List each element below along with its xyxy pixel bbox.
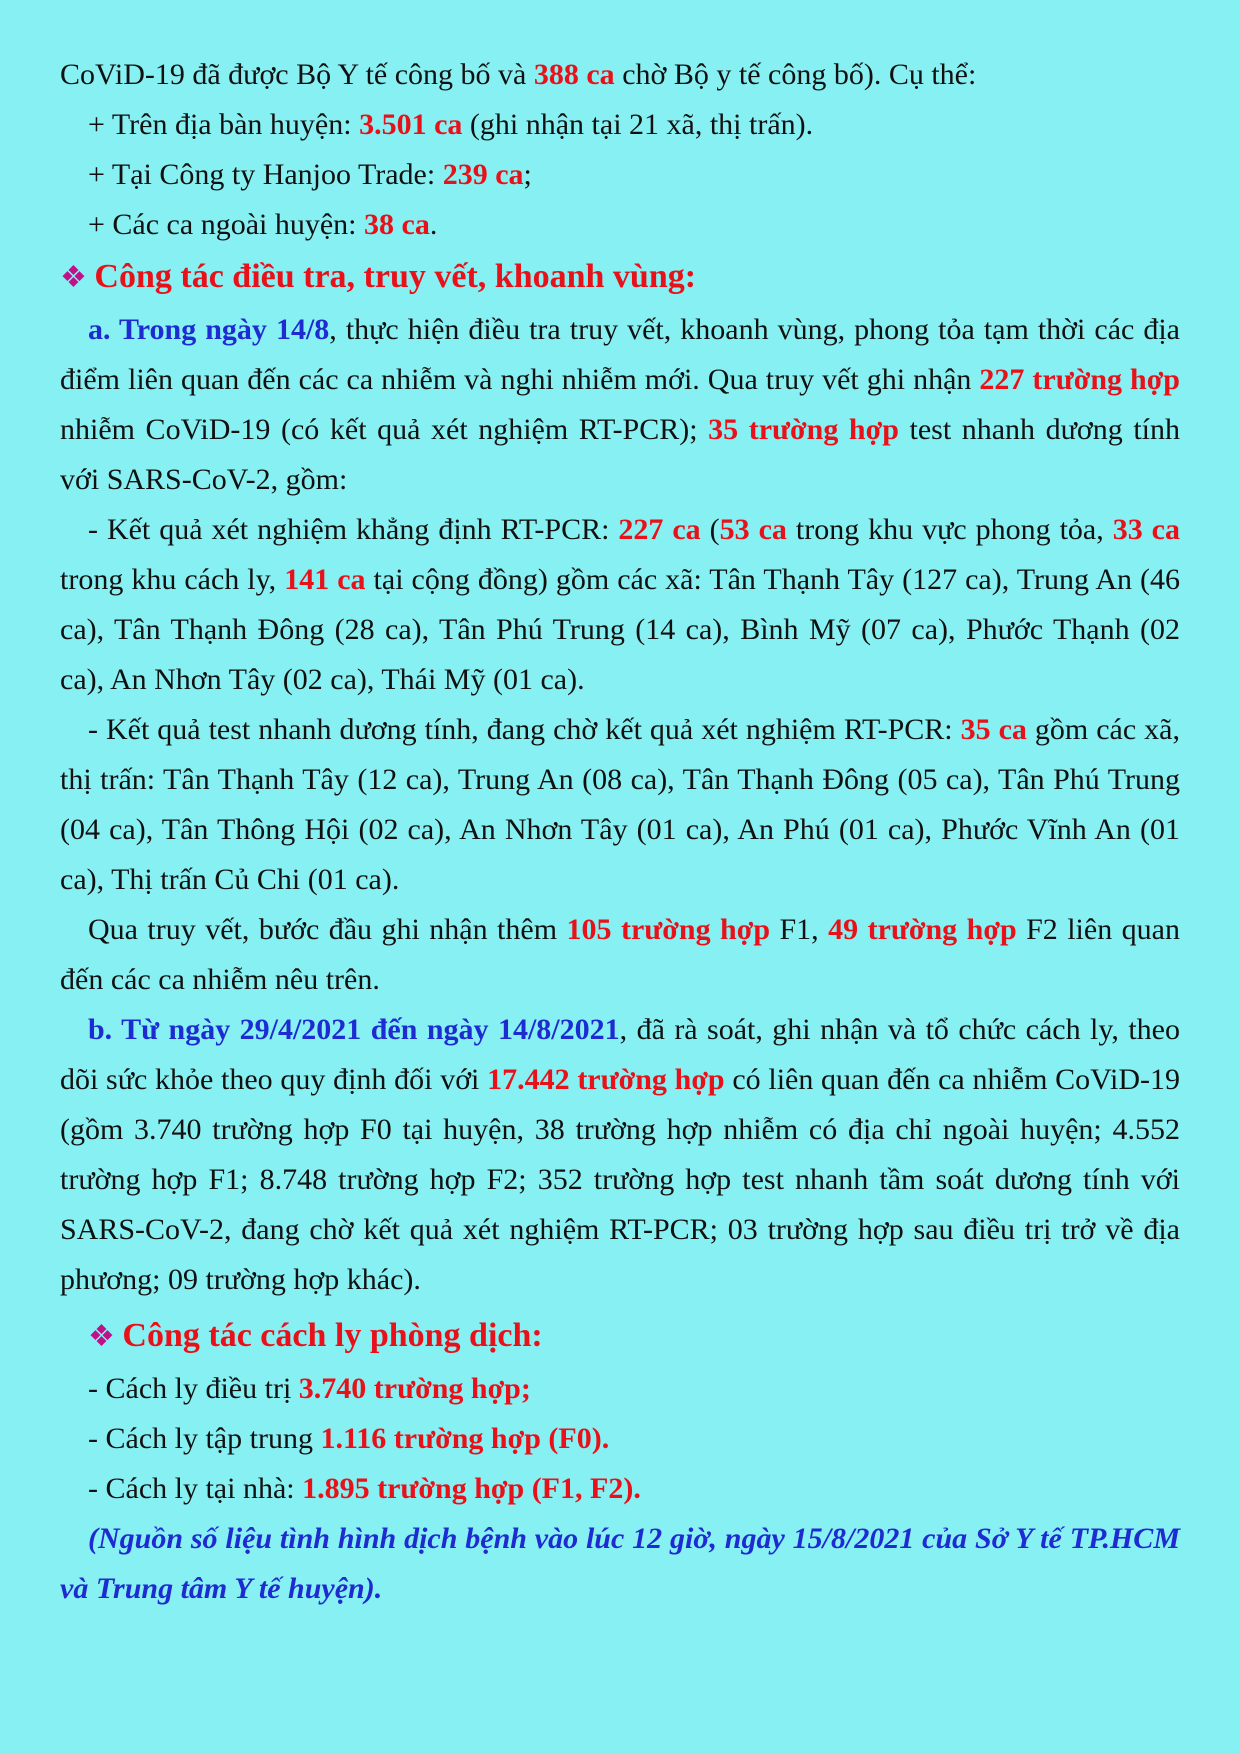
text: Qua truy vết, bước đầu ghi nhận thêm [88,913,567,946]
section-heading-isolation [60,1309,1180,1364]
highlight-number: 388 ca [533,58,615,91]
text: - Cách ly tập trung [88,1422,321,1455]
text: + Các ca ngoài huyện: [88,208,364,241]
diamond-bullet-icon: ❖ [60,261,87,294]
highlight-number: 49 trường hợp [828,913,1017,946]
highlight-number: 35 ca [960,713,1027,746]
text: , đã rà soát, ghi nhận và tổ chức cách ly, theo dõi sức khỏe theo quy định đối với [60,1013,1180,1096]
text: . [429,208,438,241]
text: F1, [770,913,829,946]
highlight-number: 35 trường hợp [708,413,899,446]
highlight-number: 227 ca [618,513,701,546]
text: - Kết quả xét nghiệm khẳng định RT-PCR: [88,513,619,546]
text: , thực hiện điều tra truy vết, khoanh vùng, phong tỏa tạm thời các địa điểm liên quan đến các ca nhiễm và nghi nhiễm mới. Qua truy vết ghi nhận [60,313,1181,396]
breakdown-item [60,100,1180,150]
isolation-item [60,1414,1180,1464]
highlight-number: 33 ca [1112,513,1180,546]
text: ; [523,158,532,191]
text: ( [700,513,720,546]
breakdown-item [60,200,1180,250]
text: F2 liên quan đến các ca nhiễm nêu trên. [60,913,1180,996]
text: có liên quan đến ca nhiễm CoViD-19 (gồm 3.740 trường hợp F0 tại huyện, 38 trường hợp nhiễm có địa chỉ ngoài huyện; 4.552 trường hợp F1; 8.748 trường hợp F2; 352 trường hợp test nhanh tầm soát dương tính với SARS-CoV-2, đang chờ kết quả xét nghiệm RT-PCR; 03 trường hợp sau điều trị trở về địa phương; 09 trường hợp khác). [60,1063,1181,1296]
text: trong khu cách ly, [60,563,285,596]
highlight-number: 1.116 trường hợp (F0). [320,1422,610,1455]
paragraph-label: a. Trong ngày 14/8 [88,313,330,346]
paragraph-a-rtpcr [60,505,1180,705]
section-heading-investigation [60,250,1180,305]
diamond-bullet-icon: ❖ [88,1320,115,1353]
highlight-number: 3.740 trường hợp; [298,1372,531,1405]
intro-line [60,50,1180,100]
text: (ghi nhận tại 21 xã, thị trấn). [462,108,814,141]
text: - Cách ly điều trị [88,1372,299,1405]
highlight-number: 239 ca [442,158,524,191]
highlight-number: 53 ca [719,513,787,546]
text: trong khu vực phong tỏa, [786,513,1113,546]
isolation-item [60,1464,1180,1514]
text: CoViD-19 đã được Bộ Y tế công bố và [60,58,534,91]
text: gồm các xã, thị trấn: Tân Thạnh Tây (12 ca), Trung An (08 ca), Tân Thạnh Đông (05 ca), Tân Phú Trung (04 ca), Tân Thông Hội (02 ca), An Nhơn Tây (01 ca), An Phú (01 ca), Phước Vĩnh An (01 ca), Thị trấn Củ Chi (01 ca). [60,713,1180,896]
isolation-item [60,1364,1180,1414]
section-title: Công tác cách ly phòng dịch: [122,1317,543,1354]
paragraph-a [60,305,1180,505]
paragraph-b [60,1005,1180,1305]
highlight-number: 38 ca [364,208,430,241]
text: tại cộng đồng) gồm các xã: Tân Thạnh Tây (127 ca), Trung An (46 ca), Tân Thạnh Đông (28 ca), Tân Phú Trung (14 ca), Bình Mỹ (07 ca), Phước Thạnh (02 ca), An Nhơn Tây (02 ca), Thái Mỹ (01 ca). [60,563,1180,696]
highlight-number: 105 trường hợp [566,913,771,946]
section-title: Công tác điều tra, truy vết, khoanh vùng: [94,258,697,295]
highlight-number: 3.501 ca [359,108,463,141]
source-note: (Nguồn số liệu tình hình dịch bệnh vào lúc 12 giờ, ngày 15/8/2021 của Sở Y tế TP.HCM và Trung tâm Y tế huyện). [60,1522,1180,1605]
text: - Kết quả test nhanh dương tính, đang chờ kết quả xét nghiệm RT-PCR: [88,713,961,746]
text: test nhanh dương tính với SARS-CoV-2, gồm: [60,413,1180,496]
text: + Trên địa bàn huyện: [88,108,360,141]
paragraph-a-rapid-test [60,705,1180,905]
highlight-number: 1.895 trường hợp (F1, F2). [302,1472,641,1505]
text: nhiễm CoViD-19 (có kết quả xét nghiệm RT-PCR); [60,413,709,446]
paragraph-a-contacts [60,905,1180,1005]
paragraph-label: b. Từ ngày 29/4/2021 đến ngày 14/8/2021 [88,1013,620,1046]
text: + Tại Công ty Hanjoo Trade: [88,158,443,191]
text: - Cách ly tại nhà: [88,1472,303,1505]
highlight-number: 227 trường hợp [979,363,1180,396]
text: chờ Bộ y tế công bố). Cụ thể: [614,58,977,91]
breakdown-item [60,150,1180,200]
highlight-number: 141 ca [284,563,366,596]
highlight-number: 17.442 trường hợp [487,1063,725,1096]
